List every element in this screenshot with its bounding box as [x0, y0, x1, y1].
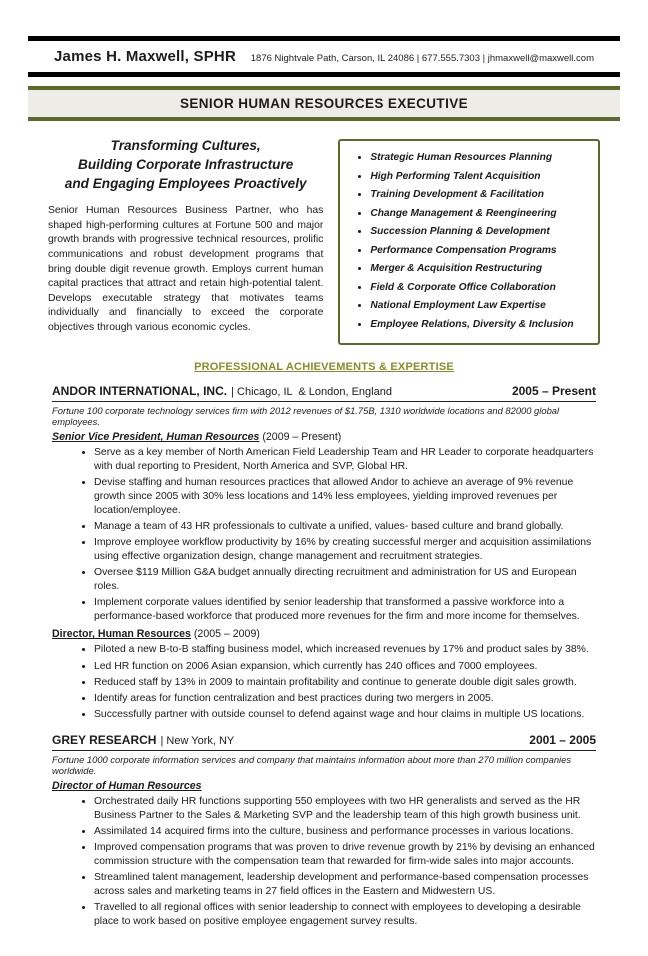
- bullet-item: • Field & Corporate Office Collaboration: [370, 282, 590, 294]
- experience-entry-andor: [52, 382, 596, 722]
- company-dates: 2001 – 2005: [529, 733, 596, 748]
- summary-section: [28, 121, 620, 351]
- bullet-item: • Successfully partner with outside counsel to defend against wage and hour claims in multiple US locations.: [94, 708, 596, 722]
- headline-line-1: Transforming Cultures,: [110, 138, 261, 153]
- bullet-item: • Merger & Acquisition Restructuring: [370, 263, 590, 275]
- role-director-of-hr: [52, 780, 596, 929]
- headline-line-2: Building Corporate Infrastructure: [78, 156, 294, 172]
- bullet-item: • Employee Relations, Diversity & Inclusion: [370, 319, 590, 331]
- company-description: Fortune 1000 corporate information services and company that maintains information about more than 270 million companies worldwide.: [52, 754, 572, 777]
- role-title: Director, Human Resources: [52, 628, 191, 641]
- role-title-line: [52, 780, 596, 792]
- bullet-item: • Piloted a new B-to-B staffing business model, which increased revenues by 17% and product sales by 38%.: [94, 643, 596, 657]
- bullet-item: • Identify areas for function centralization and best practices during two mergers in 2005.: [94, 692, 596, 706]
- role-svp-hr: [52, 431, 596, 623]
- header: [28, 41, 620, 72]
- role-title-line: [52, 431, 596, 443]
- bullet-item: • Improved compensation programs that was proven to drive revenue growth by 21% by devising an enhanced commission structure with the compensation team that rewarded for firm-wide sales into major accounts.: [94, 841, 596, 868]
- company-location: | Chicago, IL & London, England: [231, 386, 392, 399]
- expertise-list: [346, 152, 590, 330]
- bullet-item: • Improve employee workflow productivity by 16% by creating successful merger and acquisition assimilations using effective organization design, change management and recruitment strategies.: [94, 536, 596, 563]
- company-dates: 2005 – Present: [511, 384, 596, 399]
- section-heading-achievements: PROFESSIONAL ACHIEVEMENTS & EXPERTISE: [194, 361, 454, 374]
- summary-headline: [54, 137, 317, 193]
- role-title: Senior Vice President, Human Resources: [52, 431, 260, 444]
- bullet-item: • Change Management & Reengineering: [370, 208, 590, 220]
- bullet-item: • Implement corporate values identified by senior leadership that transformed a passive workforce into a performance-based workforce that produced more revenues for the firm and more income for themselves.: [94, 596, 596, 623]
- bullet-item: • Oversee $119 Million G&A budget annually directing recruitment and administration for US and European roles.: [94, 566, 596, 593]
- summary-paragraph: Senior Human Resources Business Partner, who has shaped high-performing cultures at Fortune 500 and major growth brands with progressive technical resources, prolific communications and robust development programs that bring double digit revenue growth. Employs current human capital practices that attract and retain high-potential talent. Develops executable strategy that motivates teams individually and financially to exceed the corporate objectives through various economic cycles.: [48, 205, 324, 333]
- experience-section: [28, 382, 620, 929]
- bullet-item: • Strategic Human Resources Planning: [370, 152, 590, 164]
- candidate-name: James H. Maxwell, SPHR: [54, 48, 236, 65]
- headline-line-3: and Engaging Employees Proactively: [64, 175, 307, 191]
- bullet-item: • Training Development & Facilitation: [370, 189, 590, 201]
- job-header: [52, 731, 596, 751]
- summary-column: [48, 134, 323, 345]
- role-title: Director of Human Resources: [52, 780, 202, 793]
- company-name: GREY RESEARCH: [52, 733, 157, 748]
- header-divider-bar: [28, 72, 620, 77]
- experience-entry-grey: [52, 731, 596, 929]
- bullet-item: • Devise staffing and human resources practices that allowed Andor to achieve an average of 9% revenue growth since 2005 with 30% less locations and 14% less employees, yielding improved revenues per location/employee.: [94, 476, 596, 517]
- company-name: ANDOR INTERNATIONAL, INC.: [52, 384, 228, 399]
- bullet-item: • Led HR function on 2006 Asian expansion, which currently has 240 offices and 7000 employees.: [94, 660, 596, 674]
- bullet-item: • Streamlined talent management, leadership development and performance-based compensation processes across sales and marketing teams in 27 field offices in the Eastern and Midwestern US.: [94, 871, 596, 898]
- bullet-item: • Succession Planning & Development: [370, 226, 590, 238]
- company-location: | New York, NY: [160, 735, 235, 748]
- expertise-box: [338, 139, 600, 345]
- role-director-hr: [52, 628, 596, 722]
- company-description: Fortune 100 corporate technology services firm with 2012 revenues of $1.75B, 1310 worldwide locations and 82000 global employees.: [52, 405, 560, 428]
- bullet-item: • Manage a team of 43 HR professionals to cultivate a unified, values- based culture and brand globally.: [94, 520, 596, 534]
- bullet-item: • Assimilated 14 acquired firms into the culture, business and performance processes in various locations.: [94, 825, 596, 839]
- bullet-item: • High Performing Talent Acquisition: [370, 171, 590, 183]
- bullet-item: • Reduced staff by 13% in 2009 to maintain profitability and continue to generate double digit sales growth.: [94, 676, 596, 690]
- bullet-item: • Performance Compensation Programs: [370, 245, 590, 257]
- title-banner: SENIOR HUMAN RESOURCES EXECUTIVE: [28, 86, 620, 121]
- role-dates: (2005 – 2009): [190, 628, 260, 641]
- role-bullets: [52, 795, 596, 929]
- bullet-item: • Orchestrated daily HR functions supporting 550 employees with two HR generalists and served as the HR Business Partner to the Sales & Marketing SVP and the leadership team of this high growth business unit.: [94, 795, 596, 822]
- contact-info: 1876 Nightvale Path, Carson, IL 24086 | 677.555.7303 | jhmaxwell@maxwell.com: [250, 53, 594, 64]
- job-header: [52, 382, 596, 402]
- role-bullets: [52, 643, 596, 722]
- role-bullets: [52, 446, 596, 623]
- bullet-item: • Serve as a key member of North American Field Leadership Team and HR Leader to corporate headquarters with dual reporting to President, North America and SVP, Global HR.: [94, 446, 596, 473]
- bullet-item: • Travelled to all regional offices with senior leadership to connect with employees to developing a desirable place to work based on positive employee engagement survey results.: [94, 901, 596, 928]
- bullet-item: • National Employment Law Expertise: [370, 300, 590, 312]
- role-dates: (2009 – Present): [259, 431, 342, 444]
- role-title-line: [52, 628, 596, 640]
